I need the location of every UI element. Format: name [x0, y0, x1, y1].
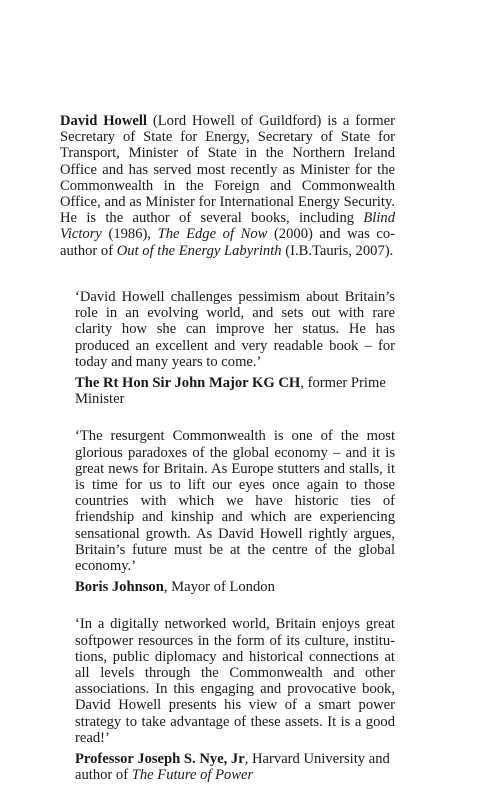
endorsement-quote: ‘David Howell challenges pessimism about Britain’s role in an evolving world, and sets out with rare clarity how she can improve her status. He has produced an excellent and very readable book – for today and many years to come.’: [75, 289, 395, 370]
endorser-name: The Rt Hon Sir John Major KG CH: [75, 375, 301, 392]
endorser-name: Professor Joseph S. Nye, Jr: [75, 751, 245, 768]
author-bio: [60, 113, 395, 259]
bio-text: (1986),: [101, 226, 158, 243]
endorsement-johnson: [75, 428, 395, 595]
bio-text: (I.B.Tauris, 2007).: [281, 242, 394, 259]
endorsement-attribution: [75, 579, 395, 595]
endorsement-quote: ‘The resurgent Commonwealth is one of the most glorious paradoxes of the global economy – and it is great news for Britain. As Europe stutters and stalls, it is time for us to lift our eyes once again to those countries with which we have historic ties of friendship and kinship and which are experiencing sensational growth. As David Howell rightly argues, Britain’s future must be at the centre of the global economy.’: [75, 428, 395, 575]
endorsements: [75, 289, 395, 804]
endorsement-major: [75, 289, 395, 407]
book-title: Out of the Energy Labyrinth: [116, 242, 282, 259]
endorsement-attribution: [75, 751, 395, 783]
bio-text: (Lord Howell of Guildford) is a former Secretary of State for Energy, Secretary of State for Transport, Minister of State in the Northern Ireland Office and has served most recently as Minister for the Commonwealth in the Foreign and Commonwealth Office, and as Minister for International Energy Security. He is the author of several books, including: [60, 113, 395, 227]
endorsement-attribution: [75, 375, 395, 407]
book-title: The Future of Power: [131, 767, 254, 784]
book-title: Blind Victory: [60, 210, 395, 243]
author-name: David Howell: [60, 113, 147, 129]
bio-text: (2000) and was co-author of: [60, 226, 395, 259]
endorser-name: Boris Johnson: [75, 579, 164, 596]
endorser-role: , Mayor of London: [163, 579, 275, 596]
book-title: The Edge of Now: [157, 226, 268, 243]
endorsement-quote: ‘In a digitally networked world, Britain enjoys great softpower resources in the form of its culture, institutions, public diplomacy and historical connections at all levels through the Commonwealth and other associations. In this engaging and provocative book, David Howell presents his view of a smart power strategy to take advantage of these assets. It is a good read!’: [75, 616, 395, 746]
endorsement-nye: [75, 616, 395, 783]
endorser-role: , former Prime Minister: [75, 375, 386, 408]
endorser-role: , Harvard University and author of: [75, 751, 390, 784]
